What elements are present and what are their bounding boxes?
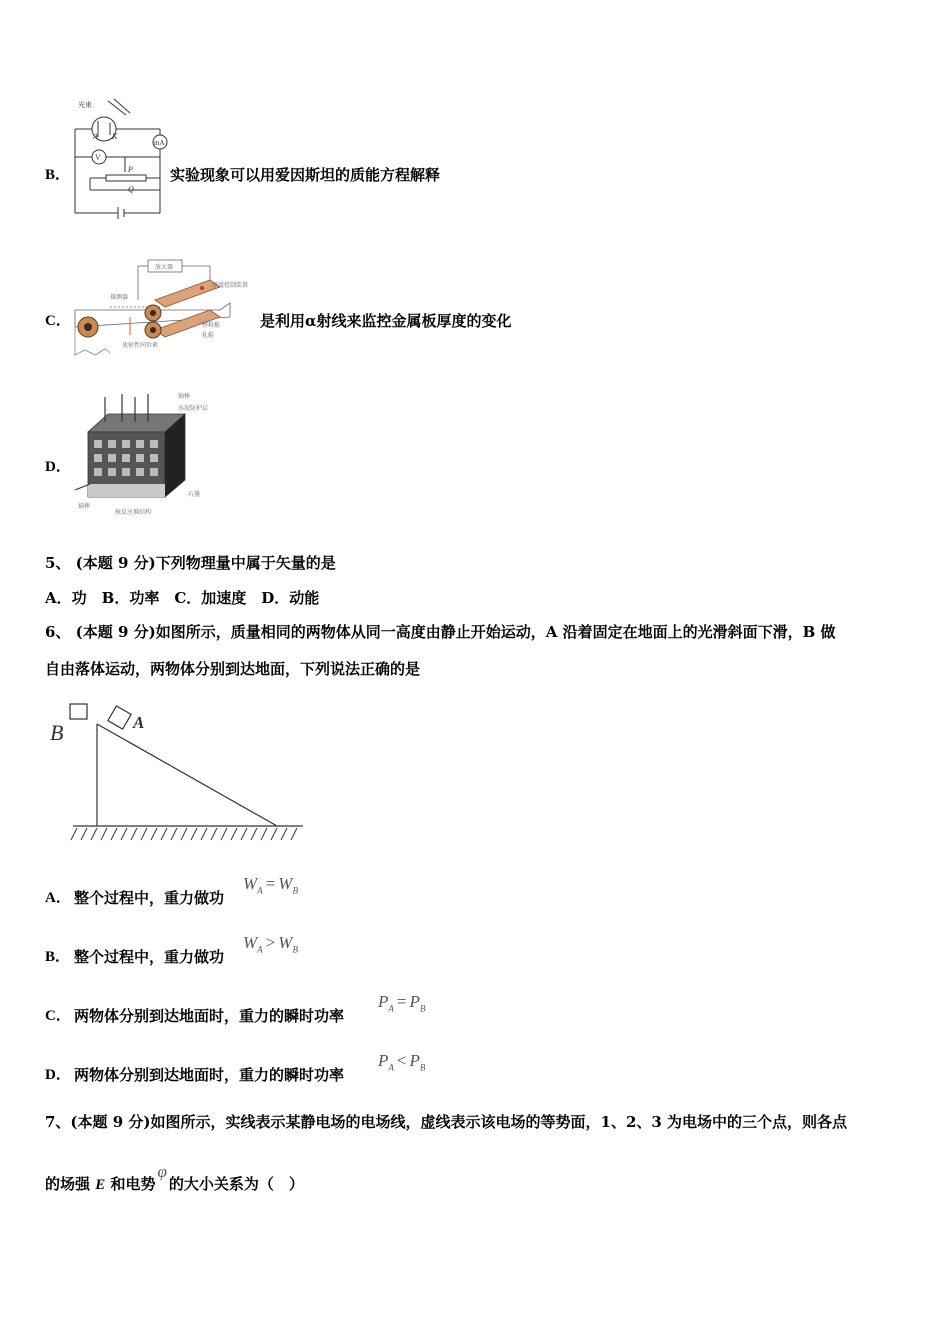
q6-option-a-text: 整个过程中，重力做功 [74,889,225,907]
formula-lhs: P [378,992,389,1011]
label-light: 光束 [78,101,92,109]
label-block-a: A [133,713,145,732]
label-v: V [95,153,101,162]
label-sheet: 整料板 [202,322,221,329]
label-control: 厚度控制装置 [212,282,249,289]
option-c-text: 是利用α射线来监控金属板厚度的变化 [260,312,512,330]
label-p: P [128,165,133,174]
label-source: 放射性同位素 [122,342,159,349]
option-c-label: C． [45,313,71,329]
formula-rhs: W [278,874,293,893]
formula-rhs-sub: B [419,1003,426,1014]
q6-option-d-text: 两物体分别到达地面时，重力的瞬时功率 [74,1066,345,1084]
label-a: A [93,132,98,141]
photoelectric-circuit-figure [70,95,175,225]
formula-rhs: P [409,1051,420,1070]
label-ma: mA [154,139,165,147]
q5-options: A．功 B．功率 C．加速度 D．动能 [45,589,320,607]
formula-lhs-sub: A [257,885,263,896]
q6-option-c-text: 两物体分别到达地面时，重力的瞬时功率 [74,1007,345,1025]
q6-option-c-formula [378,992,425,1013]
label-graphite: 石墨 [188,491,201,498]
formula-op: = [265,874,276,893]
option-b-text: 实验现象可以用爱因斯坦的质能方程解释 [170,166,441,184]
q7-text-b: 和电势 [110,1175,156,1193]
q7-text-a: 的场强 [45,1175,91,1193]
formula-rhs-sub: B [292,885,298,896]
label-shield: 水泥防护层 [178,405,209,412]
label-rod2: 镉棒 [78,503,91,510]
q6-option-c-label: C． [45,1008,71,1024]
formula-op: < [396,1051,407,1070]
q7-text-c: 的大小关系为（ ） [168,1175,304,1193]
q6-option-a-label: A． [45,890,71,906]
q6-option-d-formula [378,1051,425,1072]
formula-op: > [265,933,276,952]
formula-rhs-sub: B [292,944,298,955]
label-caption: 核反应堆结构 [115,509,152,516]
q5-stem: 5、 (本题 9 分)下列物理量中属于矢量的是 [45,554,336,572]
label-rod: 铀棒 [178,393,191,400]
formula-op: = [396,992,407,1011]
formula-lhs: P [378,1051,389,1070]
formula-lhs: W [243,874,258,893]
option-d-label: D． [45,459,71,475]
q6-stem-line1: 6、 (本题 9 分)如图所示，质量相同的两物体从同一高度由静止开始运动，A 沿着固定在地面上的光滑斜面下滑，B 做 [45,623,836,641]
formula-rhs: P [409,992,420,1011]
q7-stem-line1: 7、(本题 9 分)如图所示，实线表示某静电场的电场线，虚线表示该电场的等势面，1、2、3 为电场中的三个点，则各点 [45,1113,848,1131]
q7-symbol-e: E [95,1177,106,1193]
q6-option-b-text: 整个过程中，重力做功 [74,948,225,966]
label-q: Q [128,185,134,194]
label-detector: 探测器 [110,294,129,301]
q7-stem-line2 [45,1162,304,1195]
label-block-b: B [50,720,64,745]
q6-option-a-formula [243,874,298,895]
formula-lhs-sub: A [388,1062,394,1073]
label-k: K [112,132,118,141]
formula-lhs-sub: A [388,1003,394,1014]
option-b-label: B． [45,167,71,183]
thickness-monitor-figure [70,255,260,365]
formula-lhs-sub: A [257,944,263,955]
q7-symbol-phi: φ [157,1162,167,1181]
label-roller: 轧辊 [202,332,215,339]
formula-rhs: W [278,933,293,952]
reactor-figure [70,392,220,520]
q6-option-d-label: D． [45,1067,71,1083]
q6-option-b-label: B． [45,949,71,965]
formula-rhs-sub: B [419,1062,426,1073]
label-amplifier: 放大器 [155,264,174,271]
q6-stem-line2: 自由落体运动，两物体分别到达地面，下列说法正确的是 [45,660,421,678]
q6-option-b-formula [243,933,298,954]
incline-figure [45,698,310,848]
formula-lhs: W [243,933,258,952]
